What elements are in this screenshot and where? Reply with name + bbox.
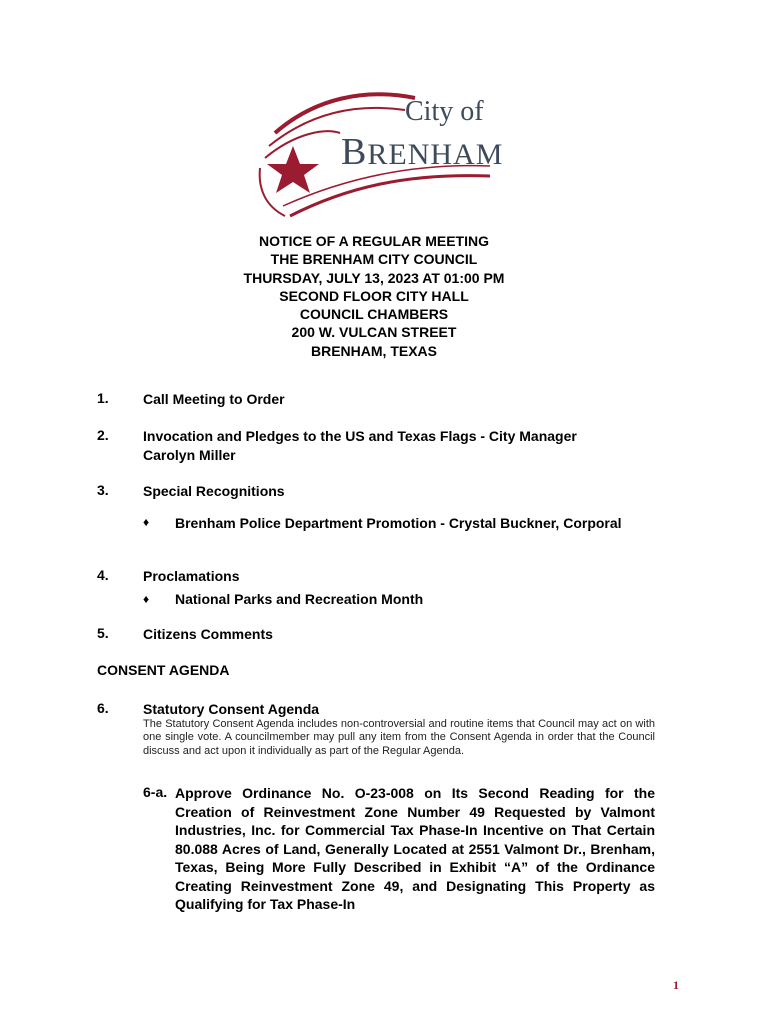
agenda-item-citizens-comments: Citizens Comments bbox=[143, 626, 273, 642]
consent-agenda-description: The Statutory Consent Agenda includes non-controversial and routine items that Council may act on with one single vote. A councilmember may pull any item from the Consent Agenda in order that the Council discuss and act upon it individually as part of the Regular Agenda. bbox=[143, 718, 655, 757]
ordinance-item-6a: Approve Ordinance No. O-23-008 on Its Second Reading for the Creation of Reinvestment Zone Number 49 Requested by Valmont Industries, Inc. for Commercial Tax Phase-In Incentive on That Certain 80.088 Acres of Land, Generally Located at 2551 Valmont Dr., Brenham, Texas, Being More Fully Described in Exhibit “A” of the Ordinance Creating Reinvestment Zone 49, and Designating This Property as Qualifying for Tax Phase-In bbox=[175, 785, 655, 912]
meeting-notice-header bbox=[0, 232, 748, 360]
sub-item-number: 6-a. bbox=[143, 784, 168, 800]
logo-brenham bbox=[341, 130, 503, 174]
diamond-bullet-icon: ♦ bbox=[143, 515, 150, 529]
header-line: COUNCIL CHAMBERS bbox=[299, 306, 449, 323]
city-logo bbox=[255, 88, 504, 223]
agenda-item-special-recognitions: Special Recognitions bbox=[143, 483, 285, 499]
logo-brenham-rest: RENHAM bbox=[367, 138, 504, 171]
diamond-bullet-icon: ♦ bbox=[143, 592, 150, 606]
header-line: BRENHAM, TEXAS bbox=[310, 342, 437, 359]
header-line: THE BRENHAM CITY COUNCIL bbox=[270, 251, 478, 268]
recognition-sub-item: Brenham Police Department Promotion - Crystal Buckner, Corporal bbox=[175, 515, 622, 531]
logo-city-of: City of bbox=[405, 96, 484, 127]
consent-agenda-heading: CONSENT AGENDA bbox=[97, 662, 230, 678]
header-line: THURSDAY, JULY 13, 2023 AT 01:00 PM bbox=[243, 269, 505, 286]
page-number: 1 bbox=[673, 978, 679, 992]
header-line: SECOND FLOOR CITY HALL bbox=[279, 287, 469, 304]
agenda-item-invocation: Invocation and Pledges to the US and Texas Flags - City Manager Carolyn Miller bbox=[143, 428, 577, 463]
agenda-item-proclamations: Proclamations bbox=[143, 568, 240, 584]
logo-brenham-initial: B bbox=[341, 131, 368, 173]
item-number: 2. bbox=[97, 427, 109, 443]
item-number: 5. bbox=[97, 625, 109, 641]
agenda-item-call-to-order: Call Meeting to Order bbox=[143, 391, 285, 407]
header-line: NOTICE OF A REGULAR MEETING bbox=[259, 233, 489, 249]
item-number: 3. bbox=[97, 482, 109, 498]
proclamation-sub-item: National Parks and Recreation Month bbox=[175, 591, 424, 607]
header-line: 200 W. VULCAN STREET bbox=[291, 324, 457, 341]
item-number: 6. bbox=[97, 700, 109, 716]
agenda-item-statutory-consent: Statutory Consent Agenda bbox=[143, 701, 320, 717]
item-number: 4. bbox=[97, 567, 109, 583]
item-number: 1. bbox=[97, 390, 109, 406]
